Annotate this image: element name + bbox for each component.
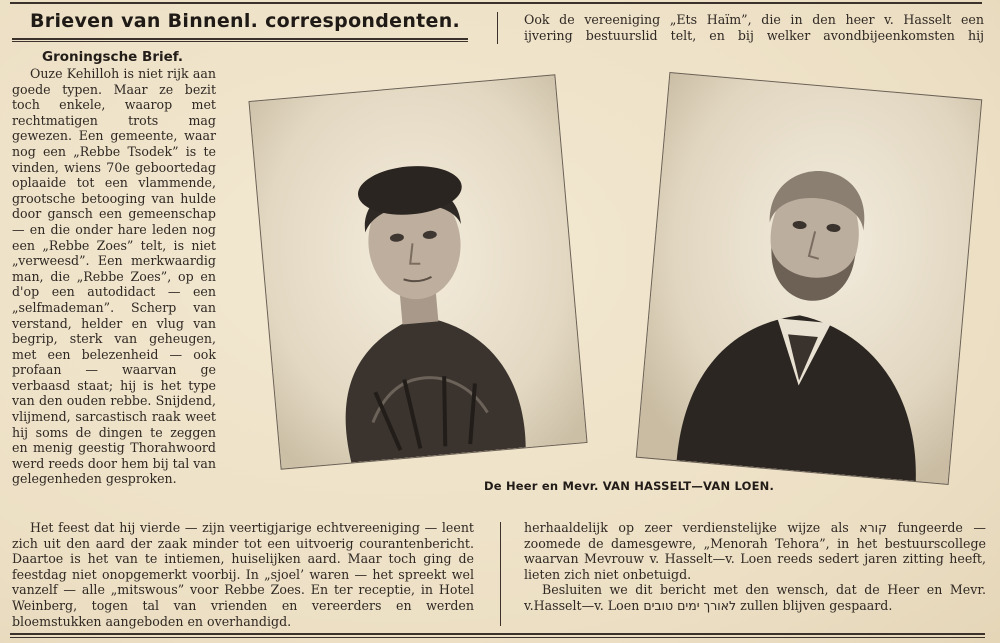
bottom-right-p1-before: herhaaldelijk op zeer verdienstelijke wijze als bbox=[524, 520, 849, 535]
hebrew-blessing: לאורך ימים טובים bbox=[643, 597, 737, 613]
bottom-right-text bbox=[524, 520, 986, 614]
article-subtitle: Groningsche Brief. bbox=[42, 49, 184, 65]
column-divider-bottom bbox=[500, 522, 501, 626]
column-divider-top bbox=[497, 12, 498, 44]
title-underline-2 bbox=[12, 41, 468, 42]
left-column-paragraph: Ouze Kehilloh is niet rijk aan goede typen. Maar ze bezit toch enkele, waarop met rechtmatigen trots mag gewezen. Een gemeente, waar nog een „Rebbe Tsodek” is te vinden, wiens 70e geboortedag oplaaide tot een vlammende, grootsche betooging van hulde door gansch een gemeenschap — en die onder hare leden nog een „Rebbe Zoes” telt, is niet „verweesd”. Een merkwaardig man, die „Rebbe Zoes”, op en d'op een autodidact — een „selfmademan”. Scherp van verstand, helder en vlug van begrip, sterk van geheugen, met een belezenheid — ook profaan — waarvan ge verbaasd staat; hij is het type van den ouden rebbe. Snijdend, vlijmend, sarcastisch raak weet hij soms de dingen te zeggen en menig geestig Thorahwoord werd reeds door hem bij tal van gelegenheden gesproken. bbox=[12, 66, 216, 487]
portrait-photo-mrs bbox=[248, 74, 587, 469]
left-column-text bbox=[12, 66, 216, 487]
top-rule bbox=[10, 2, 982, 4]
title-underline bbox=[12, 38, 468, 40]
bottom-left-text bbox=[12, 520, 474, 629]
bottom-right-paragraph-2 bbox=[524, 582, 986, 613]
right-intro-line-2: ijvering bestuurslid telt, en bij welker avondbijeenkomsten hij bbox=[524, 27, 984, 43]
bottom-left-paragraph: Het feest dat hij vierde — zijn veertigjarige echtvereeniging — leent zich uit den aard der zaak minder tot een uitvoerig courantenbericht. Daartoe is het van te intiemen, huiselijken aard. Maar toch ging de feestdag niet onopgemerkt voorbij. In „sjoel’ waren — het spreekt wel vanzelf — alle „mitswous” voor Rebbe Zoes. En ter receptie, in Hotel Weinberg, togen tal van vrienden en vereerders en werden bloemstukken aangeboden en overhandigd. bbox=[12, 520, 474, 629]
bottom-right-paragraph-1 bbox=[524, 520, 986, 582]
bottom-rule bbox=[10, 633, 985, 635]
bottom-rule-2 bbox=[10, 637, 985, 638]
bottom-right-p2-before: Besluiten we dit bericht met den wensch, dat de Heer en Mevr. v.Hasselt—v. Loen bbox=[524, 582, 986, 613]
right-intro-line-1: Ook de vereeniging „Ets Haïm”, die in den heer v. Hasselt een bbox=[524, 12, 984, 27]
page-title: Brieven van Binnenl. correspondenten. bbox=[30, 10, 461, 32]
portrait-photo-mr bbox=[636, 72, 983, 485]
hebrew-word-kore: קורא bbox=[859, 520, 887, 535]
photo-caption: De Heer en Mevr. VAN HASSELT—VAN LOEN. bbox=[484, 479, 775, 493]
right-intro-text bbox=[524, 12, 984, 43]
bottom-right-p1-after: fungeerde — zoomede de damesgewre, „Menorah Tehora”, in het bestuurscollege waarvan Mevrouw v. Hasselt—v. Loen reeds sedert jaren zitting heeft, lieten zich niet onbetuigd. bbox=[524, 520, 986, 582]
bottom-right-p2-after: zullen blijven gespaard. bbox=[740, 597, 893, 613]
